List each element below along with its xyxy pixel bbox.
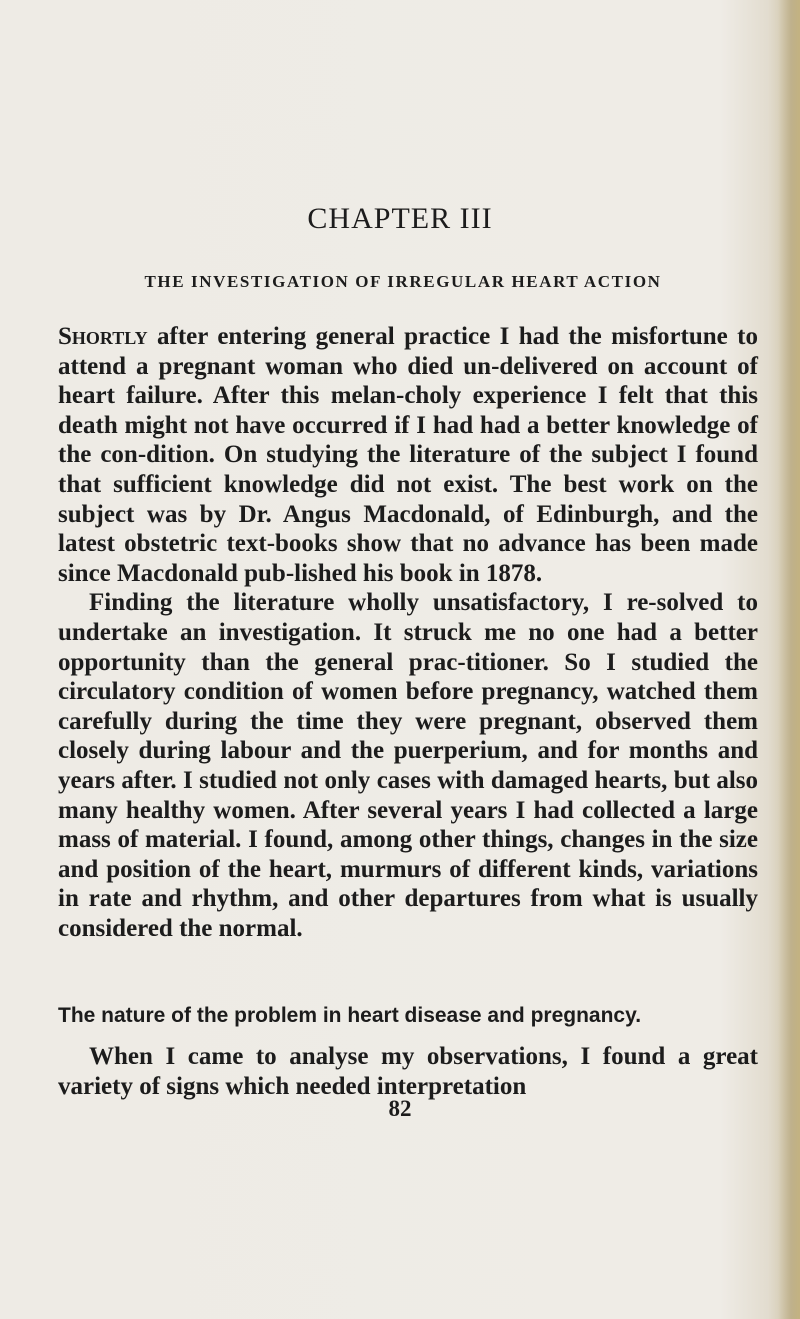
paragraph-lead-word: Shortly [58,323,148,350]
paragraph-1 [58,322,758,588]
paragraph-2: Finding the literature wholly unsatisfactory, I re-solved to undertake an investigation. It struck me no one had a better opportunity than the general prac-titioner. So I studied the circulatory condition of women before pregnancy, watched them carefully during the time they were pregnant, observed them closely during labour and the puerperium, and for months and years after. I studied not only cases with damaged hearts, but also many healthy women. After several years I had collected a large mass of material. I found, among other things, changes in the size and position of the heart, murmurs of different kinds, variations in rate and rhythm, and other departures from what is usually considered the normal. [58,589,758,942]
body-text [58,322,758,943]
chapter-subtitle: THE INVESTIGATION OF IRREGULAR HEART ACTION [144,272,662,291]
chapter-title: CHAPTER III [307,202,493,235]
body-text-continued [58,1042,758,1101]
paragraph-1-text: after entering general practice I had the misfortune to attend a pregnant woman who died un-delivered on account of heart failure. After this melan-choly experience I felt that this death might not have occurred if I had had a better knowledge of the con-dition. On studying the literature of the subject I found that sufficient knowledge did not exist. The best work on the subject was by Dr. Angus Macdonald, of Edinburgh, and the latest obstetric text-books show that no advance has been made since Macdonald pub-lished his book in 1878. [58,323,758,587]
paragraph-3: When I came to analyse my observations, I found a great variety of signs which needed interpretation [58,1043,758,1100]
page-number: 82 [388,1096,412,1121]
section-sidenote: The nature of the problem in heart disease and pregnancy. [58,1004,642,1027]
